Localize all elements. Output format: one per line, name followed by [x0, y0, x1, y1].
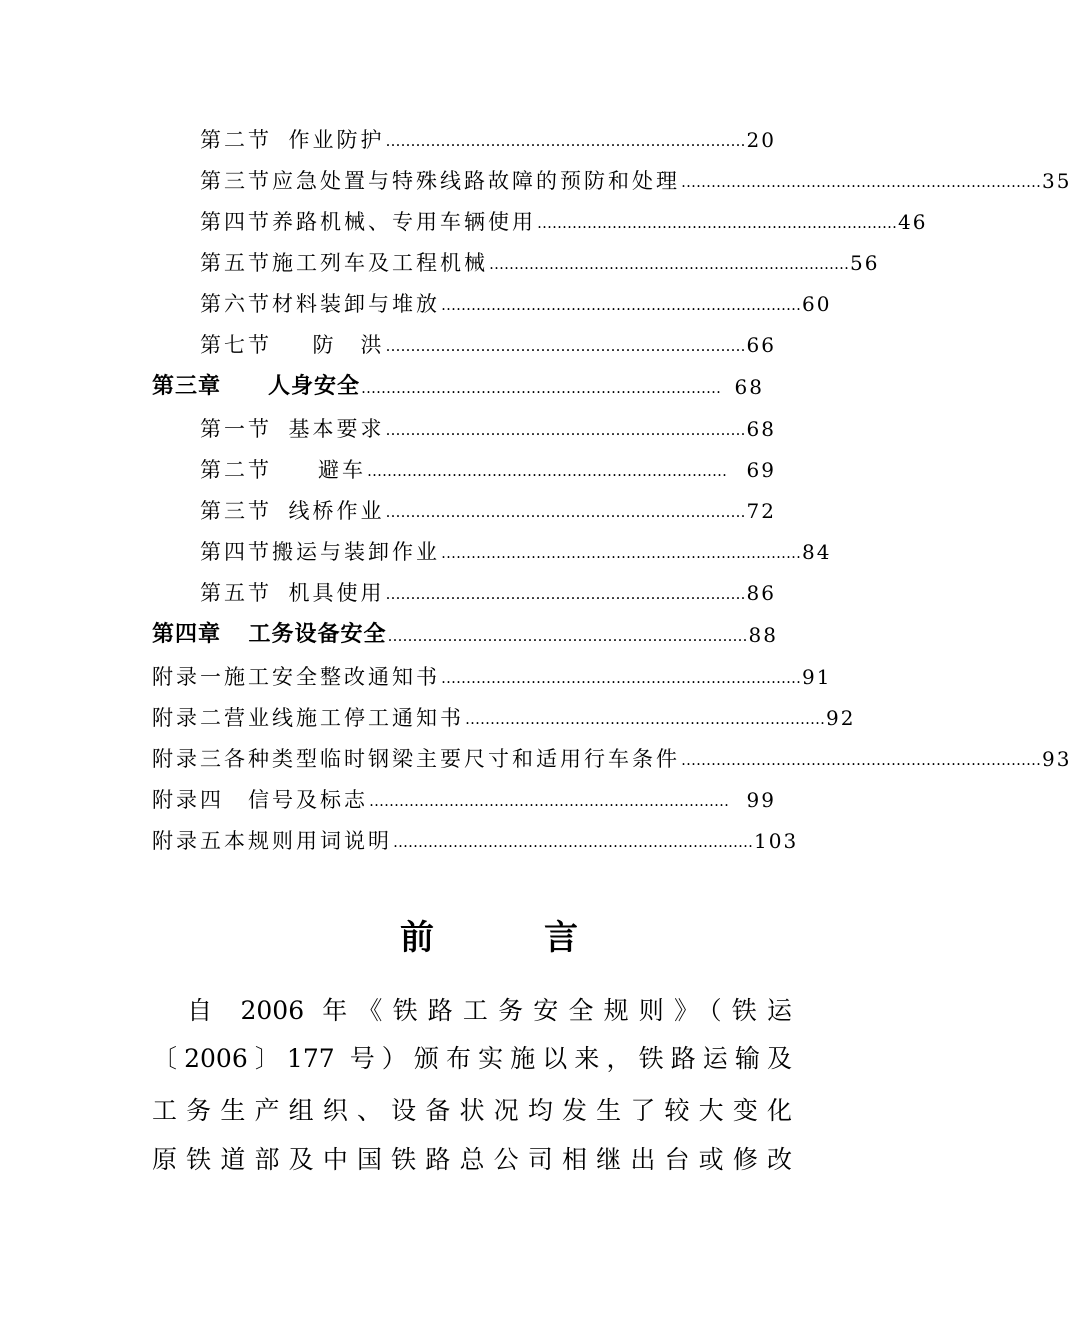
- toc-leader-dots: ………………………………………………………………: [441, 296, 801, 314]
- toc-leader-dots: ………………………………………………………………: [441, 669, 801, 687]
- toc-appendix-title: 各种类型临时钢梁主要尺寸和适用行车条件: [224, 747, 680, 771]
- toc-leader-dots: ………………………………………………………………: [681, 751, 1041, 769]
- toc-page-number: 103: [754, 829, 799, 853]
- toc-page-number: 93: [1042, 747, 1071, 771]
- toc-section-number: 第二节: [200, 128, 272, 152]
- toc-chapter-entry: [152, 620, 778, 650]
- toc-page-number: 84: [802, 540, 832, 564]
- toc-leader-dots: ………………………………………………………………: [537, 214, 897, 232]
- toc-page-number: 69: [746, 458, 776, 482]
- toc-page-number: 35: [1042, 169, 1071, 193]
- toc-leader-dots: ………………………………………………………………: [361, 379, 722, 397]
- toc-entry: [200, 414, 776, 444]
- toc-page-number: 72: [746, 499, 776, 523]
- preface-line: 原铁道部及中国铁路总公司相继出台或修改: [152, 1145, 792, 1174]
- toc-entry: [200, 207, 928, 237]
- toc-page-number: 92: [826, 706, 856, 730]
- toc-entry: [200, 578, 776, 608]
- toc-section-number: 第二节: [200, 458, 272, 482]
- toc-chapter-title: 工务设备安全: [248, 622, 387, 647]
- toc-chapter-number: 第三章: [152, 374, 222, 399]
- toc-leader-dots: ………………………………………………………………: [385, 421, 746, 439]
- toc-page-number: 60: [802, 292, 832, 316]
- toc-page-number: 88: [748, 623, 778, 647]
- toc-leader-dots: ………………………………………………………………: [385, 585, 746, 603]
- toc-leader-dots: ………………………………………………………………: [489, 255, 849, 273]
- preface-heading: [400, 910, 578, 959]
- toc-appendix-entry: [152, 826, 799, 856]
- toc-page-number: 20: [746, 128, 776, 152]
- toc-entry: [200, 248, 880, 278]
- preface-line: 工务生产组织、设备状况均发生了较大变化: [152, 1096, 792, 1125]
- toc-section-title: 养路机械、专用车辆使用: [272, 210, 536, 234]
- toc-entry: [200, 537, 832, 567]
- toc-leader-dots: ………………………………………………………………: [441, 544, 801, 562]
- toc-entry: [200, 289, 832, 319]
- toc-page-number: 56: [850, 251, 880, 275]
- toc-chapter-entry: [152, 372, 764, 402]
- toc-section-title: 应急处置与特殊线路故障的预防和处理: [272, 169, 680, 193]
- toc-section-title: 基本要求: [288, 417, 385, 441]
- toc-entry: [200, 455, 776, 485]
- toc-section-number: 第一节: [200, 417, 272, 441]
- toc-appendix-entry: [152, 703, 856, 733]
- preface-heading-char: 前: [400, 918, 434, 958]
- toc-section-title: 防 洪: [312, 333, 385, 357]
- toc-page-number: 68: [746, 417, 776, 441]
- toc-leader-dots: ………………………………………………………………: [367, 462, 727, 480]
- toc-leader-dots: ………………………………………………………………: [385, 132, 746, 150]
- toc-section-number: 第五节: [200, 581, 272, 605]
- toc-appendix-entry: [152, 785, 776, 815]
- preface-line: 〔2006〕177 号）颁布实施以来，铁路运输及: [152, 1044, 792, 1073]
- toc-appendix-title: 施工安全整改通知书: [224, 665, 440, 689]
- toc-section-title: 机具使用: [288, 581, 385, 605]
- toc-appendix-number: 附录二: [152, 706, 224, 730]
- toc-section-number: 第六节: [200, 292, 272, 316]
- toc-page-number: 68: [734, 375, 764, 399]
- toc-page-number: 91: [802, 665, 832, 689]
- toc-appendix-title: 本规则用词说明: [224, 829, 392, 853]
- toc-appendix-title: 信号及标志: [248, 788, 368, 812]
- toc-page-number: 46: [898, 210, 928, 234]
- toc-leader-dots: ………………………………………………………………: [385, 503, 746, 521]
- toc-page-number: 99: [746, 788, 776, 812]
- toc-appendix-entry: [152, 744, 1071, 774]
- toc-entry: [200, 330, 776, 360]
- toc-section-number: 第三节: [200, 499, 272, 523]
- toc-section-title: 线桥作业: [288, 499, 385, 523]
- toc-appendix-number: 附录一: [152, 665, 224, 689]
- preface-line: 自 2006 年《铁路工务安全规则》（铁运: [152, 996, 792, 1025]
- toc-appendix-number: 附录三: [152, 747, 224, 771]
- toc-leader-dots: ………………………………………………………………: [393, 833, 753, 851]
- toc-chapter-title: 人身安全: [268, 374, 361, 399]
- preface-heading-char: 言: [544, 918, 578, 958]
- toc-appendix-entry: [152, 662, 832, 692]
- toc-leader-dots: ………………………………………………………………: [465, 710, 825, 728]
- toc-leader-dots: ………………………………………………………………: [387, 627, 748, 645]
- toc-section-number: 第五节: [200, 251, 272, 275]
- toc-appendix-number: 附录四: [152, 788, 224, 812]
- toc-section-number: 第七节: [200, 333, 272, 357]
- toc-appendix-title: 营业线施工停工通知书: [224, 706, 464, 730]
- toc-leader-dots: ………………………………………………………………: [681, 173, 1041, 191]
- toc-entry: [200, 166, 1071, 196]
- toc-section-title: 避车: [318, 458, 366, 482]
- toc-appendix-number: 附录五: [152, 829, 224, 853]
- toc-section-number: 第四节: [200, 210, 272, 234]
- toc-entry: [200, 125, 776, 155]
- toc-page-number: 86: [746, 581, 776, 605]
- toc-section-title: 搬运与装卸作业: [272, 540, 440, 564]
- toc-section-title: 施工列车及工程机械: [272, 251, 488, 275]
- toc-entry: [200, 496, 776, 526]
- toc-page-number: 66: [746, 333, 776, 357]
- toc-section-title: 作业防护: [288, 128, 385, 152]
- toc-section-number: 第三节: [200, 169, 272, 193]
- toc-leader-dots: ………………………………………………………………: [385, 337, 746, 355]
- toc-chapter-number: 第四章: [152, 622, 222, 647]
- toc-leader-dots: ………………………………………………………………: [369, 792, 729, 810]
- toc-section-number: 第四节: [200, 540, 272, 564]
- toc-section-title: 材料装卸与堆放: [272, 292, 440, 316]
